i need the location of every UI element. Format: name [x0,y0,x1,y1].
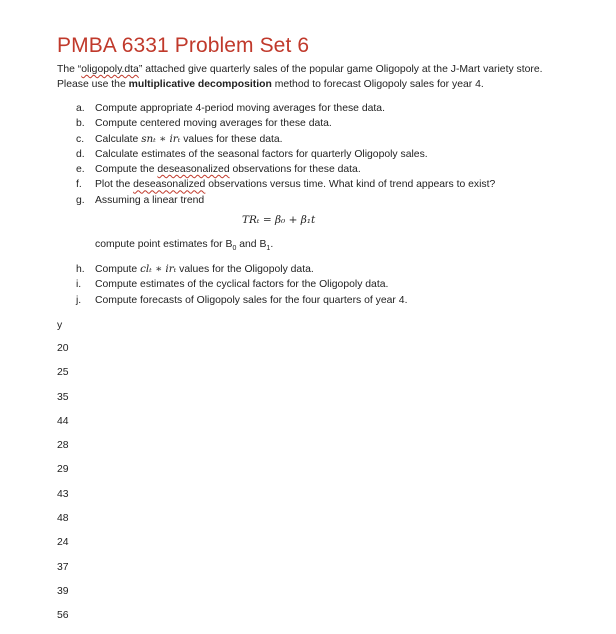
data-column-values [57,341,69,633]
task-text: Compute forecasts of Oligopoly sales for the four quarters of year 4. [95,294,408,306]
task-item-g [76,193,495,208]
intro-paragraph [57,62,557,92]
subscript-1: 1 [266,245,271,253]
task-letter: b. [76,118,85,130]
data-file-name: oligopoly.dta [81,64,139,75]
formula-rhs: β₀ + β₁t [274,214,316,226]
data-value: 44 [57,415,69,427]
data-column-header: y [57,320,63,331]
math-expression: clₜ ∗ irₜ [140,263,177,275]
data-value: 29 [57,464,69,476]
task-letter: a. [76,103,85,114]
compute-text: . [270,239,274,250]
page-title: PMBA 6331 Problem Set 6 [57,34,310,57]
task-text: Assuming a linear trend [95,194,205,206]
compute-estimates-line [95,239,273,252]
formula-equals: = [259,214,275,226]
data-value: 35 [57,391,69,403]
data-value: 37 [57,561,69,573]
task-text: values for the Oligopoly data. [176,264,314,275]
task-text: observations for these data. [229,164,361,176]
task-text: values for these data. [180,133,283,145]
task-letter: j. [76,294,82,306]
task-text: Compute the [95,164,158,176]
task-text: Calculate [95,133,142,145]
subscript-0: 0 [232,245,237,253]
data-value: 24 [57,537,69,549]
task-item-d [76,147,495,162]
data-value: 28 [57,440,69,452]
formula-lhs: TRₜ [242,214,260,226]
task-item-c [76,132,495,147]
task-item-h [76,262,407,277]
task-text: Compute [95,264,141,275]
task-item-f [76,177,495,192]
task-item-i [76,277,407,292]
task-text: Calculate estimates of the seasonal factors for quarterly Oligopoly sales. [95,148,428,160]
task-letter: e. [76,164,85,176]
trend-formula [242,214,315,226]
compute-text: and B [236,239,267,250]
task-letter: f. [76,179,82,191]
task-text: Compute appropriate 4-period moving averages for these data. [95,103,385,114]
task-text: observations versus time. What kind of trend appears to exist? [205,179,496,191]
task-letter: g. [76,194,85,206]
task-item-j [76,293,407,308]
intro-text-start: The “ [57,64,82,75]
task-item-e [76,162,495,177]
data-value: 39 [57,585,69,597]
task-list-part-2 [76,262,407,308]
spellcheck-word: deseasonalized [133,179,206,191]
task-letter: i. [76,279,82,291]
task-letter: d. [76,148,85,160]
task-letter: c. [76,133,85,145]
method-name: multiplicative decomposition [128,79,272,90]
data-value: 43 [57,488,69,500]
math-expression: snₜ ∗ irₜ [141,132,181,145]
task-letter: h. [76,264,85,275]
compute-text: compute point estimates for B [95,239,233,250]
data-value: 25 [57,367,69,379]
task-text: Compute centered moving averages for these data. [95,118,332,130]
task-item-a [76,101,495,116]
data-value: 20 [57,343,69,354]
intro-text-middle: ” attached give quarterly sales of the popular game Oligopoly at the J-Mart variety store. Please use the [57,64,543,90]
task-item-b [76,116,495,131]
task-text: Compute estimates of the cyclical factors for the Oligopoly data. [95,279,389,291]
task-text: Plot the [95,179,134,191]
data-value: 56 [57,610,69,622]
data-value: 48 [57,513,69,525]
intro-text-end: method to forecast Oligopoly sales for year 4. [271,79,484,90]
task-list-part-1 [76,101,495,208]
spellcheck-word: deseasonalized [157,164,230,176]
